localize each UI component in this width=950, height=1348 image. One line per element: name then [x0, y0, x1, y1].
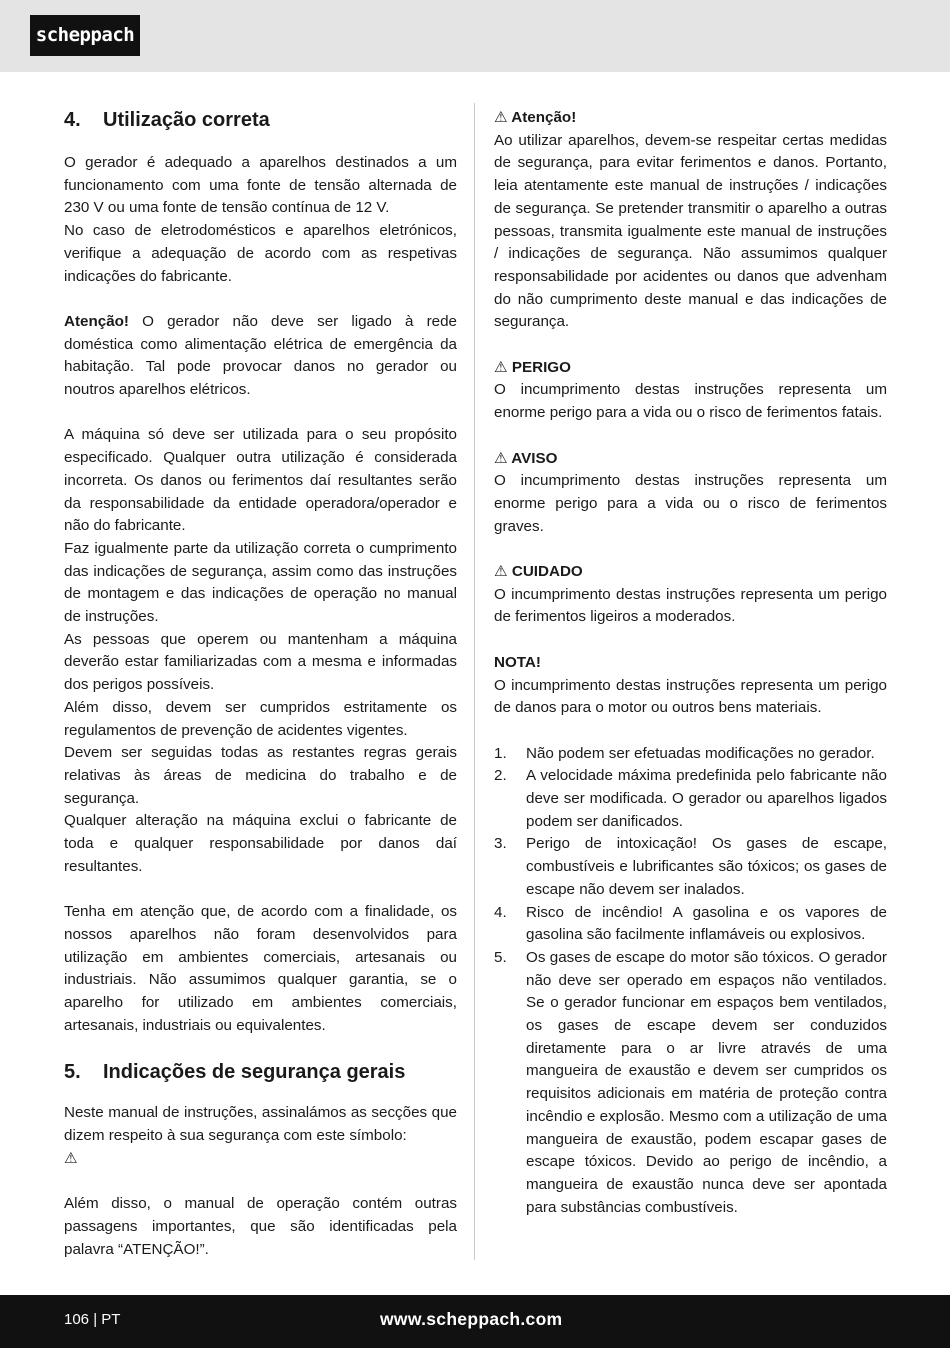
attention-label: Atenção! — [64, 312, 129, 330]
warning-symbol-icon: ⚠ — [64, 1149, 78, 1167]
warning-label: Atenção! — [511, 109, 577, 126]
section-4-heading — [64, 107, 457, 133]
list-item — [494, 743, 887, 766]
warning-label: CUIDADO — [511, 563, 583, 581]
attention-text: O gerador não deve ser ligado à rede doméstica como alimentação elétrica de emergência da habitação. Tal pode provocar danos no gerador ou noutros aparelhos elétricos. — [64, 312, 457, 399]
note-heading: NOTA! — [494, 653, 541, 671]
paragraph: As pessoas que operem ou mantenham a máquina deverão estar familiarizadas com a mesma e informadas dos perigos possíveis. — [64, 630, 457, 694]
section-title: Indicações de segurança gerais — [103, 1061, 406, 1084]
list-item-number: 2. — [494, 767, 507, 785]
paragraph: Além disso, o manual de operação contém outras passagens importantes, que são identificadas pela palavra “ATENÇÃO!”. — [64, 1195, 457, 1258]
header-band — [0, 0, 950, 72]
scheppach-logo: scheppach — [30, 15, 140, 56]
list-item-text: Não podem ser efetuadas modificações no gerador. — [526, 744, 875, 762]
list-item-text: Risco de incêndio! A gasolina e os vapores de gasolina são facilmente inflamáveis ou explosivos. — [526, 903, 887, 944]
paragraph: Tenha em atenção que, de acordo com a finalidade, os nossos aparelhos não foram desenvolvidos para utilização em ambientes comerciais, artesanais ou industriais. Não assumimos qualquer garantia, se o aparelho for utilizado em ambientes comerciais, artesanais, industriais ou equivalentes. — [64, 903, 457, 1034]
website-link[interactable]: www.scheppach.com — [380, 1309, 563, 1329]
page-number: 106 | PT — [64, 1311, 121, 1328]
paragraph: Neste manual de instruções, assinalámos as secções que dizem respeito à sua segurança com este símbolo: — [64, 1104, 457, 1145]
column-divider — [474, 103, 475, 1260]
paragraph: Qualquer alteração na máquina exclui o fabricante de toda e qualquer responsabilidade por danos daí resultantes. — [64, 812, 457, 875]
list-item-number: 3. — [494, 835, 507, 853]
paragraph: A máquina só deve ser utilizada para o seu propósito especificado. Qualquer outra utilização é considerada incorreta. Os danos ou ferimentos daí resultantes serão da responsabilidade da entidade operadora/operador e não do fabricante. — [64, 426, 457, 535]
footer-bar — [0, 1295, 950, 1348]
warning-triangle-icon: ⚠ — [494, 563, 508, 581]
warning-text: O incumprimento destas instruções representa um perigo de ferimentos ligeiros a moderados. — [494, 585, 887, 626]
warning-label: AVISO — [511, 449, 558, 467]
list-item — [494, 765, 887, 833]
paragraph: Além disso, devem ser cumpridos estritamente os regulamentos de prevenção de acidentes vigentes. — [64, 698, 457, 739]
list-item-number: 5. — [494, 948, 507, 966]
warning-heading-attention — [494, 107, 887, 130]
warning-triangle-icon: ⚠ — [494, 449, 508, 467]
section-5-heading — [64, 1059, 457, 1085]
warning-heading-warning — [494, 448, 887, 471]
safety-list — [494, 743, 887, 1220]
warning-label: PERIGO — [511, 358, 571, 376]
list-item-text: A velocidade máxima predefinida pelo fabricante não deve ser modificada. O gerador ou aparelhos ligados podem ser danificados. — [526, 767, 887, 830]
section-title: Utilização correta — [103, 109, 270, 131]
list-item-text: Os gases de escape do motor são tóxicos. O gerador não deve ser operado em espaços não ventilados. Se o gerador funcionar em espaços bem ventilados, os gases de escape devem ser conduzidos diretamente para o ar livre através de uma mangueira de exaustão e devem ser cumpridos os requisitos adicionais em matéria de proteção contra incêndio e explosão. Mesmo com a utilização de uma mangueira de exaustão, podem escapar gases de escape tóxicos. Devido ao perigo de incêndio, a mangueira de exaustão nunca deve ser apontada para substâncias combustíveis. — [526, 948, 887, 1216]
right-column — [494, 107, 887, 1219]
paragraph: O gerador é adequado a aparelhos destinados a um funcionamento com uma fonte de tensão alternada de 230 V ou uma fonte de tensão contínua de 12 V. — [64, 154, 457, 217]
list-item — [494, 833, 887, 901]
warning-text: O incumprimento destas instruções representa um enorme perigo para a vida ou o risco de ferimentos fatais. — [494, 381, 887, 422]
list-item-number: 4. — [494, 903, 507, 921]
list-item — [494, 947, 887, 1219]
note-text: O incumprimento destas instruções representa um perigo de danos para o motor ou outros bens materiais. — [494, 676, 887, 717]
warning-heading-danger — [494, 357, 887, 380]
warning-triangle-icon: ⚠ — [494, 109, 508, 126]
paragraph: Devem ser seguidas todas as restantes regras gerais relativas às áreas de medicina do trabalho e de segurança. — [64, 744, 457, 807]
section-number: 4. — [64, 109, 81, 131]
warning-text: O incumprimento destas instruções representa um enorme perigo para a vida ou o risco de ferimentos graves. — [494, 472, 887, 535]
warning-triangle-icon: ⚠ — [494, 358, 508, 376]
attention-paragraph — [64, 311, 457, 402]
list-item-text: Perigo de intoxicação! Os gases de escape, combustíveis e lubrificantes são tóxicos; os gases de escape não devem ser inalados. — [526, 835, 887, 898]
left-column — [64, 107, 457, 1261]
list-item — [494, 902, 887, 947]
paragraph: Faz igualmente parte da utilização correta o cumprimento das indicações de segurança, assim como das instruções de montagem e das indicações de operação no manual de instruções. — [64, 539, 457, 626]
warning-heading-caution — [494, 561, 887, 584]
paragraph: No caso de eletrodomésticos e aparelhos eletrónicos, verifique a adequação de acordo com as respetivas indicações do fabricante. — [64, 222, 457, 285]
warning-text: Ao utilizar aparelhos, devem-se respeitar certas medidas de segurança, para evitar ferimentos e danos. Portanto, leia atentamente este manual de instruções / indicações de segurança. Se pretender transmitir o aparelho a outras pessoas, transmita igualmente este manual de instruções / indicações de segurança. Não assumimos qualquer responsabilidade por acidentes ou danos que advenham do não cumprimento deste manual e das indicações de segurança. — [494, 131, 887, 331]
list-item-number: 1. — [494, 744, 507, 762]
section-number: 5. — [64, 1061, 81, 1084]
